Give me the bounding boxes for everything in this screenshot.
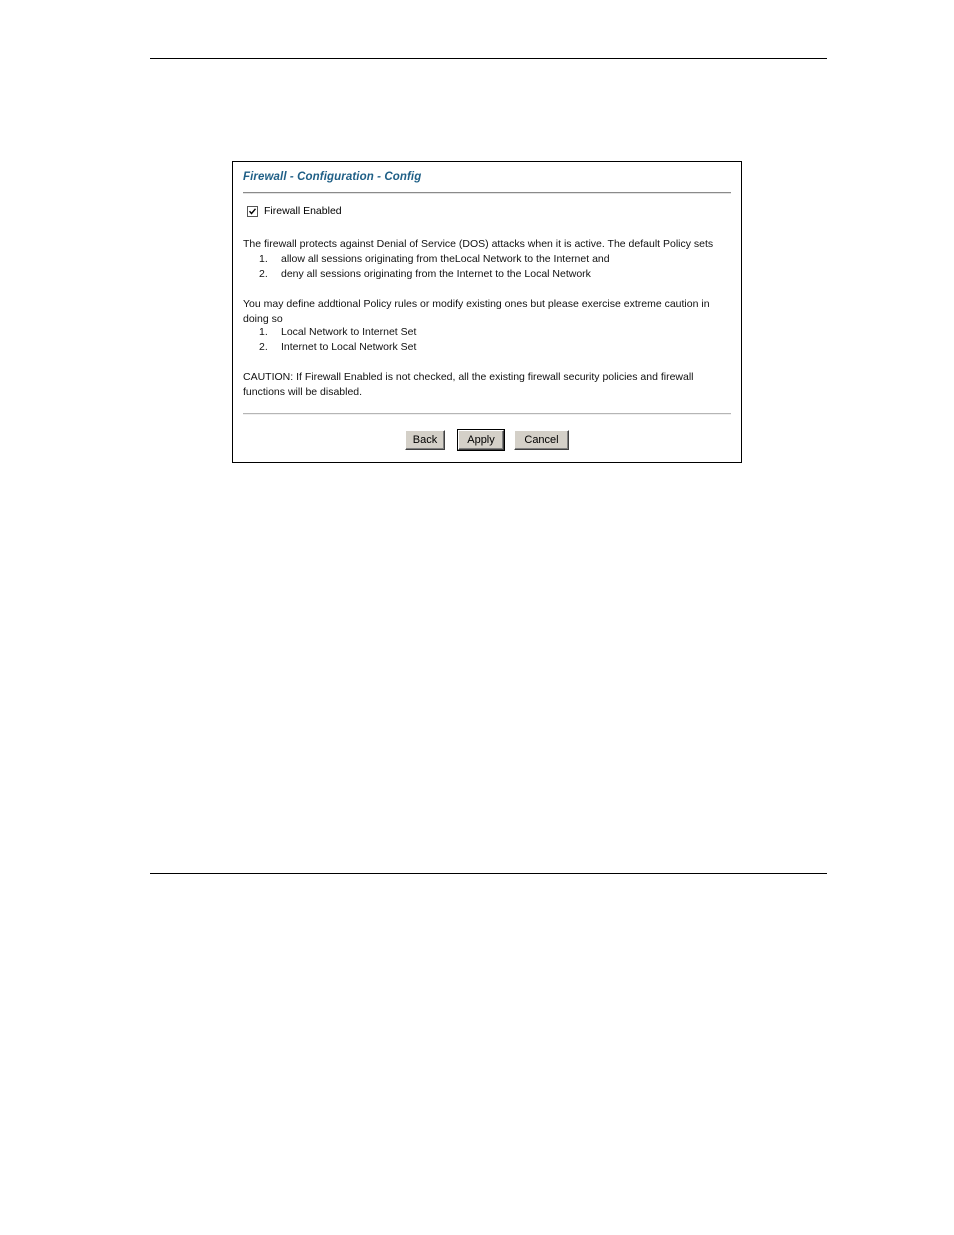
policy-set-list [243,325,416,355]
caution-line-2: functions will be disabled. [243,385,363,398]
list-item [243,267,610,282]
back-button[interactable]: Back [405,430,445,450]
list-item-number: 1. [259,253,268,265]
list-item [243,340,416,355]
intro-text: The firewall protects against Denial of Service (DOS) attacks when it is active. The default Policy sets [243,238,714,250]
define-policy-text [243,297,710,326]
caution-text [243,370,694,399]
list-item-number: 2. [259,268,268,280]
page-header-rule [150,58,827,59]
firewall-config-panel [232,161,742,463]
title-divider [243,192,731,194]
list-item [243,252,610,267]
firewall-enabled-label: Firewall Enabled [264,205,342,217]
define-policy-line-1: You may define addtional Policy rules or modify existing ones but please exercise extreme caution in [243,298,710,310]
list-item [243,325,416,340]
list-item-text: allow all sessions originating from theLocal Network to the Internet and [281,253,610,265]
list-item-number: 1. [259,326,268,338]
list-item-text: deny all sessions originating from the Internet to the Local Network [281,268,591,280]
firewall-enabled-row [247,205,342,217]
page-footer-rule [150,873,827,874]
apply-button[interactable]: Apply [458,430,504,450]
list-item-text: Internet to Local Network Set [281,341,417,353]
button-divider [243,413,731,415]
list-item-number: 2. [259,341,268,353]
checkmark-icon [248,207,257,216]
list-item-text: Local Network to Internet Set [281,326,417,338]
default-policy-list [243,252,610,282]
caution-line-1: CAUTION: If Firewall Enabled is not checked, all the existing firewall security policies and firewall [243,371,694,383]
define-policy-line-2: doing so [243,312,283,325]
firewall-enabled-checkbox[interactable] [247,206,258,217]
button-bar [233,430,741,452]
cancel-button[interactable]: Cancel [514,430,569,450]
panel-title: Firewall - Configuration - Config [243,171,422,183]
